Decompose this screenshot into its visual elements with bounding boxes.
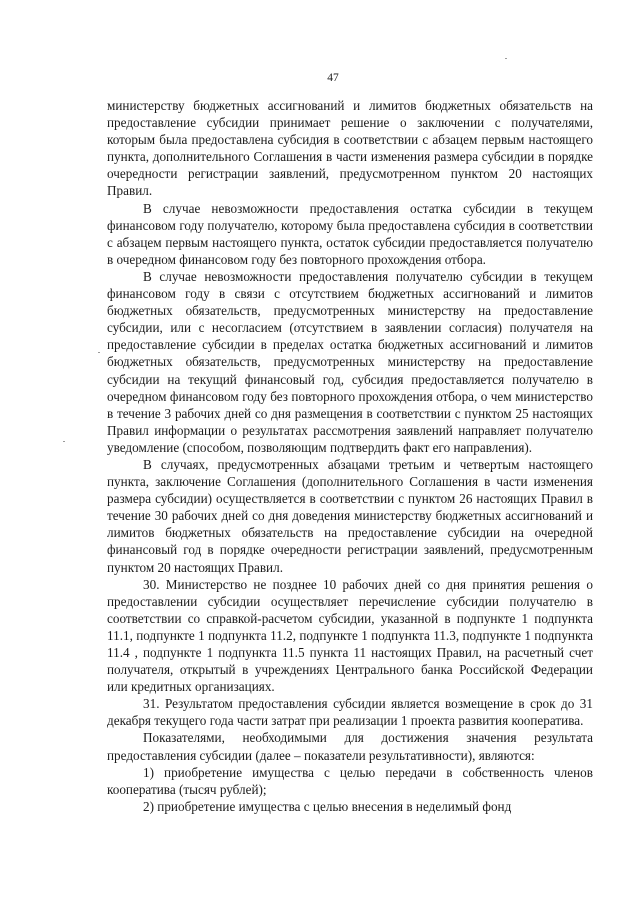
scan-speck <box>63 441 65 442</box>
paragraph-3: В случае невозможности предоставления получателю субсидии в текущем финансовом году в связи с отсутствием бюджетных ассигнований и лимитов бюджетных обязательств, предусмотренных министерству на предоставление субсидии, или с несогласием (отсутствием в заявлении согласия) получателя на предоставление субсидии в пределах остатка бюджетных ассигнований и лимитов бюджетных обязательств, предусмотренных министерству на предоставление субсидии на текущий финансовый год, субсидия предоставляется получателю в очередном финансовом году без повторного прохождения отбора, о чем министерство в течение 3 рабочих дней со дня размещения в соответствии с пунктом 25 настоящих Правил информации о результатах рассмотрения заявлений направляет получателю уведомление (способом, позволяющим подтвердить факт его направления). <box>107 268 593 455</box>
document-body <box>107 97 593 815</box>
paragraph-9: 2) приобретение имущества с целью внесения в неделимый фонд <box>143 798 512 814</box>
page-number: 47 <box>327 72 339 84</box>
paragraph-7: Показателями, необходимыми для достижения значения результата предоставления субсидии (далее – показатели результативности), являются: <box>107 730 593 763</box>
paragraph-4: В случаях, предусмотренных абзацами третьим и четвертым настоящего пункта, заключение Соглашения (дополнительного Соглашения в части изменения размера субсидии) осуществляется в соответствии с пунктом 26 настоящих Правил в течение 30 рабочих дней со дня доведения министерству бюджетных ассигнований и лимитов бюджетных обязательств на предоставление субсидии на очередной финансовый год в порядке очередности регистрации заявлений, предусмотренным пунктом 20 настоящих Правил. <box>107 456 593 575</box>
paragraph-5: 30. Министерство не позднее 10 рабочих дней со дня принятия решения о предоставлении субсидии осуществляет перечисление субсидии получателю в соответствии со справкой-расчетом субсидии, указанной в подпункте 1 подпункта 11.1, подпункте 1 подпункта 11.2, подпункте 1 подпункта 11.3, подпункте 1 подпункта 11.4 , подпункте 1 подпункта 11.5 пункта 11 настоящих Правил, на расчетный счет получателя, открытый в учреждениях Центрального банка Российской Федерации или кредитных организациях. <box>107 576 593 695</box>
scan-speck <box>505 58 507 59</box>
paragraph-1: министерству бюджетных ассигнований и лимитов бюджетных обязательств на предоставление субсидии принимает решение о заключении с получателями, которым была предоставлена субсидия в соответствии с абзацем первым настоящего пункта, дополнительного Соглашения в части изменения размера субсидии в порядке очередности регистрации заявлений, предусмотренном пунктом 20 настоящих Правил. <box>107 98 593 199</box>
paragraph-8: 1) приобретение имущества с целью передачи в собственность членов кооператива (тысяч рублей); <box>107 764 593 797</box>
paragraph-2: В случае невозможности предоставления остатка субсидии в текущем финансовом году получателю, которому была предоставлена субсидия в соответствии с абзацем первым настоящего пункта, остаток субсидии предоставляется получателю в очередном финансовом году без повторного прохождения отбора. <box>107 200 593 267</box>
paragraph-6: 31. Результатом предоставления субсидии является возмещение в срок до 31 декабря текущего года части затрат при реализации 1 проекта развития кооператива. <box>107 696 593 729</box>
scan-speck <box>98 352 100 353</box>
